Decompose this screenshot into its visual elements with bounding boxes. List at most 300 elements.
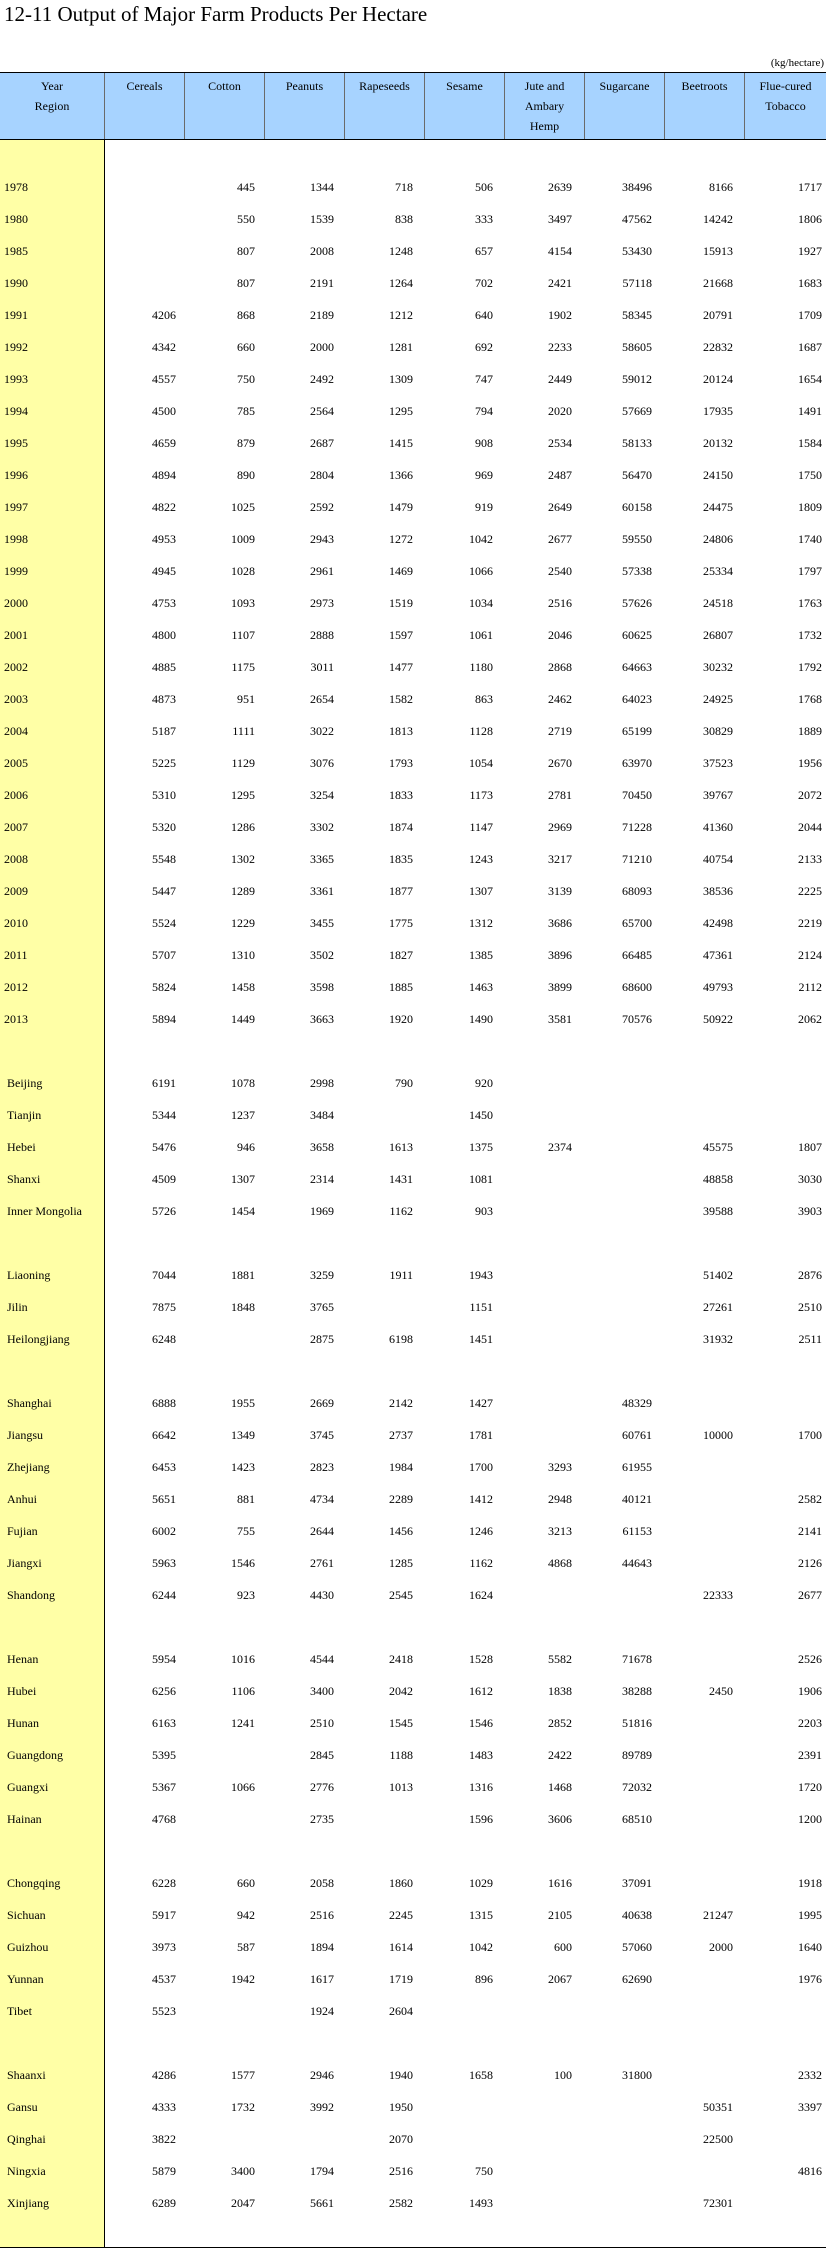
table-cell: 61955 xyxy=(622,1460,652,1474)
table-row xyxy=(0,1652,826,1670)
table-cell: 3658 xyxy=(310,1140,334,1154)
table-row xyxy=(0,1396,826,1414)
table-cell: 1493 xyxy=(469,2196,493,2210)
table-cell: 896 xyxy=(475,1972,493,1986)
table-cell: 4768 xyxy=(152,1812,176,1826)
table-cell: 2804 xyxy=(310,468,334,482)
table-cell: 718 xyxy=(395,180,413,194)
table-cell: 24518 xyxy=(703,596,733,610)
table-row xyxy=(0,212,826,230)
table-cell: 4953 xyxy=(152,532,176,546)
table-cell: 1180 xyxy=(469,660,493,674)
table-cell: 3973 xyxy=(152,1940,176,1954)
table-cell: 3217 xyxy=(548,852,572,866)
table-cell: 4753 xyxy=(152,596,176,610)
table-cell: 3765 xyxy=(310,1300,334,1314)
table-cell: 2516 xyxy=(310,1908,334,1922)
table-cell: 3899 xyxy=(548,980,572,994)
table-cell: 923 xyxy=(237,1588,255,1602)
table-cell: 1740 xyxy=(798,532,822,546)
table-cell: 600 xyxy=(554,1940,572,1954)
table-cell: 1614 xyxy=(389,1940,413,1954)
table-cell: 1034 xyxy=(469,596,493,610)
table-cell: 1792 xyxy=(798,660,822,674)
region-label: Shaanxi xyxy=(7,2068,46,2082)
table-cell: 3011 xyxy=(310,660,334,674)
table-cell: 5894 xyxy=(152,1012,176,1026)
table-cell: 64663 xyxy=(622,660,652,674)
table-row xyxy=(0,340,826,358)
table-cell: 6163 xyxy=(152,1716,176,1730)
table-cell: 30232 xyxy=(703,660,733,674)
table-row xyxy=(0,1076,826,1094)
year-label: 1985 xyxy=(4,244,28,258)
table-cell: 2719 xyxy=(548,724,572,738)
region-label: Jilin xyxy=(7,1300,28,1314)
table-cell: 40754 xyxy=(703,852,733,866)
table-cell: 750 xyxy=(237,372,255,386)
table-cell: 65700 xyxy=(622,916,652,930)
table-cell: 1612 xyxy=(469,1684,493,1698)
table-cell: 942 xyxy=(237,1908,255,1922)
table-row xyxy=(0,628,826,646)
region-label: Guizhou xyxy=(7,1940,49,1954)
table-cell: 1918 xyxy=(798,1876,822,1890)
table-cell: 2677 xyxy=(548,532,572,546)
table-cell: 1613 xyxy=(389,1140,413,1154)
table-cell: 6642 xyxy=(152,1428,176,1442)
table-cell: 63970 xyxy=(622,756,652,770)
table-cell: 1054 xyxy=(469,756,493,770)
table-cell: 2062 xyxy=(798,1012,822,1026)
table-cell: 1307 xyxy=(469,884,493,898)
table-cell: 1835 xyxy=(389,852,413,866)
table-cell: 881 xyxy=(237,1492,255,1506)
table-row xyxy=(0,436,826,454)
table-cell: 6244 xyxy=(152,1588,176,1602)
table-cell: 587 xyxy=(237,1940,255,1954)
table-cell: 39588 xyxy=(703,1204,733,1218)
table-cell: 2888 xyxy=(310,628,334,642)
table-cell: 50922 xyxy=(703,1012,733,1026)
table-cell: 1545 xyxy=(389,1716,413,1730)
year-label: 2009 xyxy=(4,884,28,898)
table-cell: 1029 xyxy=(469,1876,493,1890)
table-cell: 26807 xyxy=(703,628,733,642)
table-cell: 1995 xyxy=(798,1908,822,1922)
table-row xyxy=(0,1108,826,1126)
table-cell: 1874 xyxy=(389,820,413,834)
table-row xyxy=(0,788,826,806)
table-cell: 58133 xyxy=(622,436,652,450)
table-cell: 47562 xyxy=(622,212,652,226)
table-cell: 2374 xyxy=(548,1140,572,1154)
table-cell: 4945 xyxy=(152,564,176,578)
table-cell: 2191 xyxy=(310,276,334,290)
region-label: Jiangsu xyxy=(7,1428,43,1442)
table-cell: 1427 xyxy=(469,1396,493,1410)
table-cell: 70450 xyxy=(622,788,652,802)
year-label: 2000 xyxy=(4,596,28,610)
table-cell: 890 xyxy=(237,468,255,482)
region-label: Chongqing xyxy=(7,1876,61,1890)
header-line: Sesame xyxy=(446,79,483,93)
table-cell: 755 xyxy=(237,1524,255,1538)
table-cell: 1732 xyxy=(798,628,822,642)
table-cell: 60158 xyxy=(622,500,652,514)
table-cell: 2545 xyxy=(389,1588,413,1602)
table-cell: 2516 xyxy=(389,2164,413,2178)
table-cell: 44643 xyxy=(622,1556,652,1570)
table-cell: 1147 xyxy=(469,820,493,834)
table-cell: 1860 xyxy=(389,1876,413,1890)
table-cell: 1877 xyxy=(389,884,413,898)
year-label: 1995 xyxy=(4,436,28,450)
region-label: Sichuan xyxy=(7,1908,46,1922)
region-label: Beijing xyxy=(7,1076,43,1090)
table-row xyxy=(0,1588,826,1606)
table-cell: 1188 xyxy=(389,1748,413,1762)
table-cell: 1950 xyxy=(389,2100,413,2114)
table-cell: 5225 xyxy=(152,756,176,770)
table-cell: 1827 xyxy=(389,948,413,962)
table-cell: 1286 xyxy=(231,820,255,834)
year-label: 1978 xyxy=(4,180,28,194)
table-cell: 3502 xyxy=(310,948,334,962)
table-bottom-rule xyxy=(0,2247,826,2248)
table-cell: 1212 xyxy=(389,308,413,322)
table-cell: 100 xyxy=(554,2068,572,2082)
table-cell: 30829 xyxy=(703,724,733,738)
table-cell: 1129 xyxy=(231,756,255,770)
year-label: 2002 xyxy=(4,660,28,674)
table-cell: 1894 xyxy=(310,1940,334,1954)
table-cell: 5726 xyxy=(152,1204,176,1218)
table-cell: 2421 xyxy=(548,276,572,290)
table-cell: 6248 xyxy=(152,1332,176,1346)
table-cell: 1385 xyxy=(469,948,493,962)
year-label: 2008 xyxy=(4,852,28,866)
year-region-column xyxy=(0,140,105,2247)
table-cell: 20132 xyxy=(703,436,733,450)
table-cell: 1451 xyxy=(469,1332,493,1346)
table-cell: 1246 xyxy=(469,1524,493,1538)
table-cell: 3397 xyxy=(798,2100,822,2114)
table-cell: 1943 xyxy=(469,1268,493,1282)
table-cell: 4286 xyxy=(152,2068,176,2082)
table-cell: 1310 xyxy=(231,948,255,962)
region-label: Guangdong xyxy=(7,1748,63,1762)
table-cell: 333 xyxy=(475,212,493,226)
table-cell: 50351 xyxy=(703,2100,733,2114)
table-cell: 5395 xyxy=(152,1748,176,1762)
table-cell: 5320 xyxy=(152,820,176,834)
table-cell: 49793 xyxy=(703,980,733,994)
table-cell: 2823 xyxy=(310,1460,334,1474)
table-cell: 1479 xyxy=(389,500,413,514)
table-cell: 702 xyxy=(475,276,493,290)
table-cell: 1719 xyxy=(389,1972,413,1986)
table-cell: 2540 xyxy=(548,564,572,578)
region-label: Fujian xyxy=(7,1524,38,1538)
table-cell: 838 xyxy=(395,212,413,226)
table-cell: 53430 xyxy=(622,244,652,258)
table-cell: 22832 xyxy=(703,340,733,354)
table-cell: 4894 xyxy=(152,468,176,482)
table-cell: 807 xyxy=(237,244,255,258)
table-row xyxy=(0,1908,826,1926)
table-row xyxy=(0,180,826,198)
table-cell: 3581 xyxy=(548,1012,572,1026)
table-row xyxy=(0,1460,826,1478)
table-cell: 5187 xyxy=(152,724,176,738)
table-cell: 5367 xyxy=(152,1780,176,1794)
year-label: 2012 xyxy=(4,980,28,994)
table-cell: 1984 xyxy=(389,1460,413,1474)
table-cell: 65199 xyxy=(622,724,652,738)
table-row xyxy=(0,244,826,262)
table-cell: 59550 xyxy=(622,532,652,546)
table-cell: 1750 xyxy=(798,468,822,482)
header-cotton xyxy=(185,73,265,139)
table-cell: 1454 xyxy=(231,1204,255,1218)
table-cell: 2670 xyxy=(548,756,572,770)
table-cell: 2126 xyxy=(798,1556,822,1570)
table-cell: 1683 xyxy=(798,276,822,290)
table-cell: 506 xyxy=(475,180,493,194)
table-cell: 1175 xyxy=(231,660,255,674)
table-cell: 4430 xyxy=(310,1588,334,1602)
table-cell: 1093 xyxy=(231,596,255,610)
table-cell: 5879 xyxy=(152,2164,176,2178)
table-cell: 1016 xyxy=(231,1652,255,1666)
table-row xyxy=(0,372,826,390)
table-cell: 1229 xyxy=(231,916,255,930)
table-cell: 2000 xyxy=(709,1940,733,1954)
region-label: Liaoning xyxy=(7,1268,51,1282)
table-cell: 1042 xyxy=(469,532,493,546)
table-cell: 2735 xyxy=(310,1812,334,1826)
table-cell: 1546 xyxy=(231,1556,255,1570)
table-cell: 61153 xyxy=(622,1524,652,1538)
table-cell: 1483 xyxy=(469,1748,493,1762)
table-cell: 1942 xyxy=(231,1972,255,1986)
table-cell: 27261 xyxy=(703,1300,733,1314)
table-cell: 1264 xyxy=(389,276,413,290)
table-row xyxy=(0,404,826,422)
year-label: 2004 xyxy=(4,724,28,738)
table-cell: 1458 xyxy=(231,980,255,994)
table-cell: 7875 xyxy=(152,1300,176,1314)
table-cell: 1640 xyxy=(798,1940,822,1954)
table-cell: 2391 xyxy=(798,1748,822,1762)
table-cell: 2072 xyxy=(798,788,822,802)
table-cell: 5824 xyxy=(152,980,176,994)
table-cell: 1838 xyxy=(548,1684,572,1698)
table-cell: 1539 xyxy=(310,212,334,226)
table-cell: 2969 xyxy=(548,820,572,834)
table-cell: 38288 xyxy=(622,1684,652,1698)
table-cell: 5963 xyxy=(152,1556,176,1570)
table-cell: 4868 xyxy=(548,1556,572,1570)
table-cell: 5476 xyxy=(152,1140,176,1154)
table-row xyxy=(0,1684,826,1702)
table-cell: 2644 xyxy=(310,1524,334,1538)
table-cell: 1848 xyxy=(231,1300,255,1314)
header-peanuts xyxy=(265,73,345,139)
region-label: Zhejiang xyxy=(7,1460,50,1474)
table-cell: 57669 xyxy=(622,404,652,418)
table-cell: 2422 xyxy=(548,1748,572,1762)
table-cell: 1312 xyxy=(469,916,493,930)
table-cell: 6289 xyxy=(152,2196,176,2210)
table-cell: 1028 xyxy=(231,564,255,578)
table-cell: 4822 xyxy=(152,500,176,514)
table-cell: 3992 xyxy=(310,2100,334,2114)
table-cell: 1597 xyxy=(389,628,413,642)
header-line: Year xyxy=(40,79,64,93)
table-cell: 3361 xyxy=(310,884,334,898)
year-label: 1999 xyxy=(4,564,28,578)
table-row xyxy=(0,1140,826,1158)
table-row xyxy=(0,2004,826,2022)
table-cell: 2582 xyxy=(798,1492,822,1506)
table-cell: 72301 xyxy=(703,2196,733,2210)
table-cell: 4659 xyxy=(152,436,176,450)
region-label: Shanxi xyxy=(7,1172,41,1186)
table-cell: 2604 xyxy=(389,2004,413,2018)
region-label: Yunnan xyxy=(7,1972,44,1986)
unit-label: (kg/hectare) xyxy=(770,57,824,69)
table-cell: 1289 xyxy=(231,884,255,898)
table-cell: 2000 xyxy=(310,340,334,354)
table-cell: 1081 xyxy=(469,1172,493,1186)
table-cell: 71210 xyxy=(622,852,652,866)
table-cell: 47361 xyxy=(703,948,733,962)
table-cell: 1969 xyxy=(310,1204,334,1218)
table-cell: 1272 xyxy=(389,532,413,546)
table-cell: 1013 xyxy=(389,1780,413,1794)
table-cell: 660 xyxy=(237,1876,255,1890)
header-line: Cereals xyxy=(126,79,163,93)
table-cell: 2046 xyxy=(548,628,572,642)
table-cell: 863 xyxy=(475,692,493,706)
table-cell: 1616 xyxy=(548,1876,572,1890)
region-label: Xinjiang xyxy=(7,2196,49,2210)
table-cell: 3302 xyxy=(310,820,334,834)
table-cell: 1709 xyxy=(798,308,822,322)
table-row xyxy=(0,2132,826,2150)
table-cell: 3484 xyxy=(310,1108,334,1122)
table-cell: 920 xyxy=(475,1076,493,1090)
table-cell: 5582 xyxy=(548,1652,572,1666)
year-label: 2003 xyxy=(4,692,28,706)
table-cell: 2876 xyxy=(798,1268,822,1282)
table-cell: 2314 xyxy=(310,1172,334,1186)
table-cell: 5917 xyxy=(152,1908,176,1922)
table-cell: 56470 xyxy=(622,468,652,482)
table-cell: 2133 xyxy=(798,852,822,866)
table-row xyxy=(0,884,826,902)
table-row xyxy=(0,1748,826,1766)
table-cell: 4333 xyxy=(152,2100,176,2114)
header-line: Jute and xyxy=(524,79,565,93)
region-label: Henan xyxy=(7,1652,39,1666)
table-cell: 1200 xyxy=(798,1812,822,1826)
table-cell: 1889 xyxy=(798,724,822,738)
table-cell: 2510 xyxy=(310,1716,334,1730)
header-line: Beetroots xyxy=(681,79,728,93)
year-label: 1990 xyxy=(4,276,28,290)
table-cell: 1173 xyxy=(469,788,493,802)
region-label: Anhui xyxy=(7,1492,37,1506)
table-cell: 51402 xyxy=(703,1268,733,1282)
table-cell: 1519 xyxy=(389,596,413,610)
table-cell: 919 xyxy=(475,500,493,514)
table-cell: 58345 xyxy=(622,308,652,322)
year-label: 2001 xyxy=(4,628,28,642)
header-sugarcane xyxy=(585,73,665,139)
table-cell: 2845 xyxy=(310,1748,334,1762)
table-cell: 2449 xyxy=(548,372,572,386)
table-cell: 1911 xyxy=(389,1268,413,1282)
table-cell: 24475 xyxy=(703,500,733,514)
table-cell: 5344 xyxy=(152,1108,176,1122)
region-label: Hebei xyxy=(7,1140,36,1154)
table-cell: 2875 xyxy=(310,1332,334,1346)
table-cell: 908 xyxy=(475,436,493,450)
table-row xyxy=(0,2100,826,2118)
table-cell: 71228 xyxy=(622,820,652,834)
table-row xyxy=(0,948,826,966)
table-cell: 1885 xyxy=(389,980,413,994)
table-cell: 2141 xyxy=(798,1524,822,1538)
table-cell: 1794 xyxy=(310,2164,334,2178)
table-cell: 37523 xyxy=(703,756,733,770)
table-row xyxy=(0,1556,826,1574)
table-cell: 8166 xyxy=(709,180,733,194)
region-label: Shanghai xyxy=(7,1396,52,1410)
table-cell: 1241 xyxy=(231,1716,255,1730)
table-cell: 1128 xyxy=(469,724,493,738)
table-row xyxy=(0,1876,826,1894)
table-cell: 2946 xyxy=(310,2068,334,2082)
table-cell: 1624 xyxy=(469,1588,493,1602)
table-cell: 37091 xyxy=(622,1876,652,1890)
table-cell: 1577 xyxy=(231,2068,255,2082)
table-cell: 3663 xyxy=(310,1012,334,1026)
table-cell: 57626 xyxy=(622,596,652,610)
region-label: Jiangxi xyxy=(7,1556,42,1570)
page-title: 12-11 Output of Major Farm Products Per Hectare xyxy=(4,2,428,26)
table-cell: 1700 xyxy=(798,1428,822,1442)
table-cell: 1584 xyxy=(798,436,822,450)
table-cell: 2487 xyxy=(548,468,572,482)
table-cell: 1295 xyxy=(231,788,255,802)
table-cell: 2105 xyxy=(548,1908,572,1922)
table-cell: 1546 xyxy=(469,1716,493,1730)
table-cell: 31800 xyxy=(622,2068,652,2082)
header-line: Rapeseeds xyxy=(359,79,410,93)
table-cell: 2943 xyxy=(310,532,334,546)
table-cell: 1307 xyxy=(231,1172,255,1186)
table-cell: 4537 xyxy=(152,1972,176,1986)
table-cell: 5524 xyxy=(152,916,176,930)
table-cell: 1813 xyxy=(389,724,413,738)
table-cell: 58605 xyxy=(622,340,652,354)
table-cell: 4734 xyxy=(310,1492,334,1506)
table-cell: 21668 xyxy=(703,276,733,290)
